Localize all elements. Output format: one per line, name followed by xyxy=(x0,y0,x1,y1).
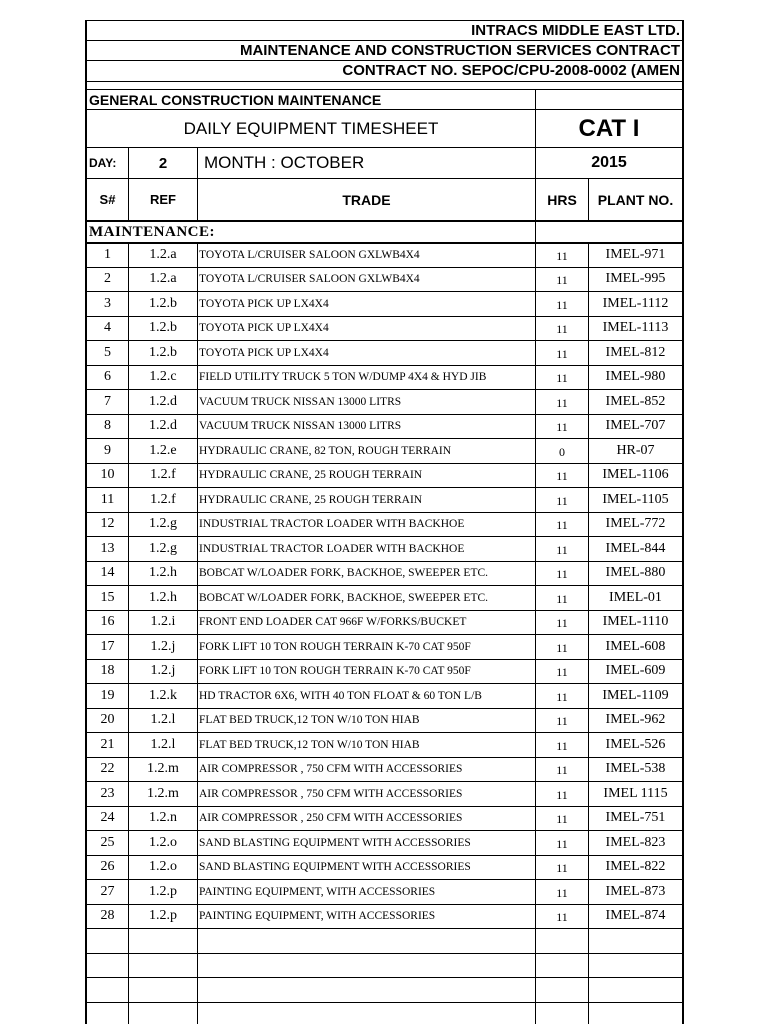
cell-sn xyxy=(87,1003,128,1024)
column-header-plant: PLANT NO. xyxy=(588,179,682,220)
cell-ref: 1.2.f xyxy=(128,488,197,512)
sheet-title-row xyxy=(87,109,682,147)
cell-hrs: 11 xyxy=(535,244,588,267)
cell-trade: PAINTING EQUIPMENT, WITH ACCESSORIES xyxy=(197,880,535,904)
cell-plant: IMEL-874 xyxy=(588,905,682,929)
cell-ref: 1.2.n xyxy=(128,807,197,831)
cell-sn: 15 xyxy=(100,589,115,605)
cell-ref: 1.2.a xyxy=(128,268,197,292)
cell-sn: 26 xyxy=(100,859,115,875)
cell-hrs: 11 xyxy=(535,611,588,635)
cell-plant: IMEL-844 xyxy=(588,537,682,561)
table-row xyxy=(87,781,682,806)
cell-plant: IMEL-971 xyxy=(588,244,682,267)
cell-trade: HYDRAULIC CRANE, 82 TON, ROUGH TERRAIN xyxy=(197,439,535,463)
cell-plant: IMEL-1110 xyxy=(588,611,682,635)
cell-plant: IMEL-962 xyxy=(588,709,682,733)
cell-trade: FORK LIFT 10 TON ROUGH TERRAIN K-70 CAT 950F xyxy=(197,660,535,684)
cell-ref: 1.2.p xyxy=(128,880,197,904)
cell-plant xyxy=(588,929,682,953)
cell-plant: IMEL-526 xyxy=(588,733,682,757)
cell-trade: SAND BLASTING EQUIPMENT WITH ACCESSORIES xyxy=(197,831,535,855)
cell-trade: FORK LIFT 10 TON ROUGH TERRAIN K-70 CAT 950F xyxy=(197,635,535,659)
table-row xyxy=(87,830,682,855)
cell-ref: 1.2.a xyxy=(128,244,197,267)
month-label: MONTH : OCTOBER xyxy=(197,148,535,178)
cell-trade: INDUSTRIAL TRACTOR LOADER WITH BACKHOE xyxy=(197,537,535,561)
column-header-hrs: HRS xyxy=(535,179,588,220)
group-label: MAINTENANCE: xyxy=(89,223,215,240)
cell-hrs: 11 xyxy=(535,709,588,733)
cell-trade: FRONT END LOADER CAT 966F W/FORKS/BUCKET xyxy=(197,611,535,635)
cell-hrs: 11 xyxy=(535,292,588,316)
cell-trade: TOYOTA PICK UP LX4X4 xyxy=(197,292,535,316)
column-header-ref: REF xyxy=(128,179,197,220)
cell-hrs: 11 xyxy=(535,390,588,414)
empty-table-row xyxy=(87,977,682,1002)
cell-plant: IMEL-1112 xyxy=(588,292,682,316)
cell-hrs: 11 xyxy=(535,856,588,880)
table-row xyxy=(87,340,682,365)
cell-sn: 1 xyxy=(104,247,111,263)
table-row xyxy=(87,806,682,831)
cell-hrs: 11 xyxy=(535,586,588,610)
cell-plant: IMEL-1113 xyxy=(588,317,682,341)
cell-ref: 1.2.b xyxy=(128,317,197,341)
cell-plant: IMEL-772 xyxy=(588,513,682,537)
cell-trade: FLAT BED TRUCK,12 TON W/10 TON HIAB xyxy=(197,709,535,733)
sheet-title: DAILY EQUIPMENT TIMESHEET xyxy=(183,118,439,138)
cell-ref xyxy=(128,929,197,953)
cell-trade: FIELD UTILITY TRUCK 5 TON W/DUMP 4X4 & HYD JIB xyxy=(197,366,535,390)
cell-ref: 1.2.j xyxy=(128,635,197,659)
table-row xyxy=(87,242,682,267)
cell-ref: 1.2.f xyxy=(128,464,197,488)
cell-hrs: 11 xyxy=(535,635,588,659)
cell-sn xyxy=(87,954,128,978)
cell-ref: 1.2.d xyxy=(128,390,197,414)
table-row xyxy=(87,659,682,684)
cell-trade: TOYOTA L/CRUISER SALOON GXLWB4X4 xyxy=(197,268,535,292)
cell-hrs xyxy=(535,1003,588,1024)
table-row xyxy=(87,757,682,782)
cell-plant: IMEL 1115 xyxy=(588,782,682,806)
cell-hrs: 11 xyxy=(535,782,588,806)
cell-trade: AIR COMPRESSOR , 250 CFM WITH ACCESSORIES xyxy=(197,807,535,831)
cell-trade xyxy=(197,1003,535,1024)
cell-sn: 11 xyxy=(100,491,115,507)
section-title: GENERAL CONSTRUCTION MAINTENANCE xyxy=(89,91,382,108)
cell-hrs: 11 xyxy=(535,268,588,292)
cell-plant xyxy=(588,1003,682,1024)
cell-hrs: 11 xyxy=(535,366,588,390)
cell-hrs: 11 xyxy=(535,415,588,439)
cell-plant: IMEL-609 xyxy=(588,660,682,684)
cell-trade: TOYOTA PICK UP LX4X4 xyxy=(197,341,535,365)
cell-trade: VACUUM TRUCK NISSAN 13000 LITRS xyxy=(197,390,535,414)
group-row xyxy=(87,220,682,242)
cell-sn: 10 xyxy=(100,467,115,483)
cell-plant xyxy=(588,978,682,1002)
cell-trade: PAINTING EQUIPMENT, WITH ACCESSORIES xyxy=(197,905,535,929)
empty-table-row xyxy=(87,928,682,953)
cell-sn xyxy=(87,978,128,1002)
cell-ref: 1.2.h xyxy=(128,586,197,610)
cell-ref: 1.2.m xyxy=(128,758,197,782)
section-row xyxy=(87,89,682,109)
cell-hrs xyxy=(535,954,588,978)
cell-sn: 18 xyxy=(100,663,115,679)
day-label: DAY: xyxy=(89,156,117,170)
cell-ref: 1.2.m xyxy=(128,782,197,806)
table-row xyxy=(87,487,682,512)
table-row xyxy=(87,512,682,537)
cell-trade: TOYOTA PICK UP LX4X4 xyxy=(197,317,535,341)
category-label: CAT I xyxy=(535,110,682,147)
cell-ref: 1.2.g xyxy=(128,513,197,537)
cell-ref: 1.2.i xyxy=(128,611,197,635)
cell-trade: BOBCAT W/LOADER FORK, BACKHOE, SWEEPER ETC. xyxy=(197,562,535,586)
cell-plant: IMEL-812 xyxy=(588,341,682,365)
cell-sn: 21 xyxy=(100,736,115,752)
cell-sn: 24 xyxy=(100,810,115,826)
cell-sn: 23 xyxy=(100,785,115,801)
cell-hrs xyxy=(535,929,588,953)
table-row xyxy=(87,267,682,292)
cell-ref: 1.2.e xyxy=(128,439,197,463)
cell-trade: TOYOTA L/CRUISER SALOON GXLWB4X4 xyxy=(197,244,535,267)
cell-sn: 16 xyxy=(100,614,115,630)
table-row xyxy=(87,561,682,586)
cell-ref: 1.2.g xyxy=(128,537,197,561)
table-row xyxy=(87,536,682,561)
cell-hrs: 11 xyxy=(535,684,588,708)
cell-sn: 7 xyxy=(104,393,111,409)
cell-trade xyxy=(197,929,535,953)
cell-trade xyxy=(197,978,535,1002)
cell-ref: 1.2.b xyxy=(128,292,197,316)
cell-sn: 4 xyxy=(104,320,111,336)
cell-hrs: 11 xyxy=(535,513,588,537)
cell-hrs: 11 xyxy=(535,807,588,831)
cell-plant: IMEL-1106 xyxy=(588,464,682,488)
table-row xyxy=(87,414,682,439)
spacer-row xyxy=(87,81,682,89)
cell-trade: AIR COMPRESSOR , 750 CFM WITH ACCESSORIES xyxy=(197,758,535,782)
cell-plant: IMEL-751 xyxy=(588,807,682,831)
cell-plant: IMEL-707 xyxy=(588,415,682,439)
table-row xyxy=(87,904,682,929)
cell-sn: 14 xyxy=(100,565,115,581)
cell-hrs: 11 xyxy=(535,464,588,488)
cell-sn: 5 xyxy=(104,344,111,360)
cell-ref xyxy=(128,978,197,1002)
table-row xyxy=(87,291,682,316)
cell-plant: IMEL-538 xyxy=(588,758,682,782)
date-row xyxy=(87,147,682,178)
column-header-trade: TRADE xyxy=(197,179,535,220)
contract-number: CONTRACT NO. SEPOC/CPU-2008-0002 (AMEN xyxy=(87,60,682,81)
column-header-sn: S# xyxy=(99,192,116,207)
cell-hrs: 11 xyxy=(535,733,588,757)
cell-ref: 1.2.c xyxy=(128,366,197,390)
cell-plant xyxy=(588,954,682,978)
cell-sn: 20 xyxy=(100,712,115,728)
cell-ref: 1.2.b xyxy=(128,341,197,365)
cell-hrs: 11 xyxy=(535,660,588,684)
cell-hrs: 11 xyxy=(535,317,588,341)
cell-plant: IMEL-1105 xyxy=(588,488,682,512)
cell-plant: IMEL-980 xyxy=(588,366,682,390)
cell-hrs: 11 xyxy=(535,758,588,782)
cell-hrs: 11 xyxy=(535,537,588,561)
cell-sn xyxy=(87,929,128,953)
cell-ref: 1.2.l xyxy=(128,733,197,757)
cell-sn: 8 xyxy=(104,418,111,434)
cell-hrs xyxy=(535,978,588,1002)
cell-ref: 1.2.h xyxy=(128,562,197,586)
table-row xyxy=(87,683,682,708)
cell-ref: 1.2.o xyxy=(128,856,197,880)
cell-trade: BOBCAT W/LOADER FORK, BACKHOE, SWEEPER ETC. xyxy=(197,586,535,610)
cell-sn: 25 xyxy=(100,834,115,850)
cell-plant: IMEL-823 xyxy=(588,831,682,855)
table-row xyxy=(87,316,682,341)
table-row xyxy=(87,463,682,488)
table-row xyxy=(87,879,682,904)
company-name: INTRACS MIDDLE EAST LTD. xyxy=(87,20,682,40)
cell-hrs: 11 xyxy=(535,562,588,586)
table-row xyxy=(87,855,682,880)
group-blank-cell xyxy=(535,222,682,242)
cell-ref: 1.2.d xyxy=(128,415,197,439)
cell-hrs: 11 xyxy=(535,831,588,855)
empty-table-row xyxy=(87,1002,682,1024)
cell-trade: INDUSTRIAL TRACTOR LOADER WITH BACKHOE xyxy=(197,513,535,537)
year-value: 2015 xyxy=(535,148,682,178)
timesheet xyxy=(85,20,684,1024)
table-row xyxy=(87,585,682,610)
cell-plant: IMEL-852 xyxy=(588,390,682,414)
cell-sn: 22 xyxy=(100,761,115,777)
cell-trade: AIR COMPRESSOR , 750 CFM WITH ACCESSORIES xyxy=(197,782,535,806)
cell-ref: 1.2.j xyxy=(128,660,197,684)
cell-plant: IMEL-880 xyxy=(588,562,682,586)
section-blank-cell xyxy=(535,90,682,109)
cell-trade: VACUUM TRUCK NISSAN 13000 LITRS xyxy=(197,415,535,439)
cell-trade: SAND BLASTING EQUIPMENT WITH ACCESSORIES xyxy=(197,856,535,880)
cell-hrs: 11 xyxy=(535,488,588,512)
cell-trade: FLAT BED TRUCK,12 TON W/10 TON HIAB xyxy=(197,733,535,757)
cell-sn: 27 xyxy=(100,883,115,899)
cell-ref: 1.2.k xyxy=(128,684,197,708)
cell-sn: 13 xyxy=(100,540,115,556)
cell-sn: 9 xyxy=(104,442,111,458)
cell-sn: 3 xyxy=(104,295,111,311)
table-row xyxy=(87,634,682,659)
cell-hrs: 11 xyxy=(535,880,588,904)
cell-hrs: 11 xyxy=(535,341,588,365)
table-row xyxy=(87,438,682,463)
cell-plant: IMEL-873 xyxy=(588,880,682,904)
cell-hrs: 0 xyxy=(535,439,588,463)
cell-sn: 12 xyxy=(100,516,115,532)
table-row xyxy=(87,389,682,414)
cell-sn: 17 xyxy=(100,638,115,654)
cell-ref: 1.2.p xyxy=(128,905,197,929)
cell-hrs: 11 xyxy=(535,905,588,929)
cell-sn: 28 xyxy=(100,908,115,924)
cell-trade xyxy=(197,954,535,978)
cell-trade: HYDRAULIC CRANE, 25 ROUGH TERRAIN xyxy=(197,464,535,488)
table-row xyxy=(87,708,682,733)
column-header-row xyxy=(87,178,682,220)
contract-title: MAINTENANCE AND CONSTRUCTION SERVICES CONTRACT xyxy=(87,40,682,60)
cell-ref: 1.2.o xyxy=(128,831,197,855)
cell-trade: HD TRACTOR 6X6, WITH 40 TON FLOAT & 60 TON L/B xyxy=(197,684,535,708)
cell-plant: HR-07 xyxy=(588,439,682,463)
table-row xyxy=(87,610,682,635)
cell-plant: IMEL-995 xyxy=(588,268,682,292)
table-row xyxy=(87,365,682,390)
cell-sn: 19 xyxy=(100,687,115,703)
cell-plant: IMEL-822 xyxy=(588,856,682,880)
cell-trade: HYDRAULIC CRANE, 25 ROUGH TERRAIN xyxy=(197,488,535,512)
cell-plant: IMEL-1109 xyxy=(588,684,682,708)
cell-ref xyxy=(128,1003,197,1024)
cell-ref xyxy=(128,954,197,978)
day-value: 2 xyxy=(128,148,197,178)
empty-table-row xyxy=(87,953,682,978)
cell-ref: 1.2.l xyxy=(128,709,197,733)
cell-sn: 6 xyxy=(104,369,111,385)
cell-plant: IMEL-01 xyxy=(588,586,682,610)
table-row xyxy=(87,732,682,757)
cell-plant: IMEL-608 xyxy=(588,635,682,659)
cell-sn: 2 xyxy=(104,271,111,287)
